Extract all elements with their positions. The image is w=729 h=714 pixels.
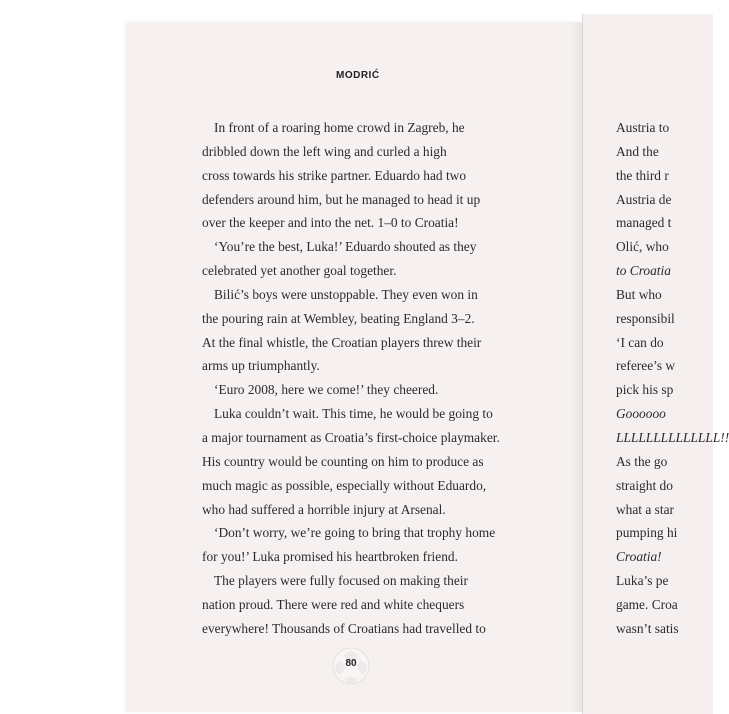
text-line: ‘Euro 2008, here we come!’ they cheered.	[214, 382, 439, 398]
text-line: ‘I can do	[616, 334, 664, 350]
text-line: arms up triumphantly.	[202, 358, 320, 374]
left-page-text	[202, 116, 514, 641]
text-line: to Croatia	[616, 263, 671, 279]
text-line: celebrated yet another goal together.	[202, 263, 397, 279]
text-line: the pouring rain at Wembley, beating England 3–2.	[202, 310, 475, 326]
right-page-text	[616, 116, 729, 641]
text-line: managed t	[616, 215, 672, 231]
page-number: 80	[345, 658, 357, 669]
text-line: wasn’t satis	[616, 620, 679, 636]
text-line: The players were fully focused on making their	[214, 573, 468, 589]
text-line: over the keeper and into the net. 1–0 to Croatia!	[202, 215, 459, 231]
text-line: Luka couldn’t wait. This time, he would be going to	[214, 406, 493, 422]
text-line: everywhere! Thousands of Croatians had travelled to	[202, 620, 486, 636]
text-line: Goooooo	[616, 406, 666, 422]
text-line: straight do	[616, 477, 673, 493]
text-line: pumping hi	[616, 525, 678, 541]
text-line: Olić, who	[616, 239, 669, 255]
text-line: In front of a roaring home crowd in Zagreb, he	[214, 120, 465, 135]
text-line: His country would be counting on him to produce as	[202, 453, 484, 469]
text-line: Austria de	[616, 191, 672, 207]
text-line: defenders around him, but he managed to head it up	[202, 191, 481, 207]
text-line: dribbled down the left wing and curled a high	[202, 143, 447, 159]
text-line: for you!’ Luka promised his heartbroken friend.	[202, 549, 458, 565]
text-line: cross towards his strike partner. Eduardo had two	[202, 167, 467, 183]
text-line: the third r	[616, 167, 669, 183]
text-line: Luka’s pe	[616, 573, 669, 589]
text-line: a major tournament as Croatia’s first-choice playmaker.	[202, 429, 500, 445]
text-line: game. Croa	[616, 596, 678, 612]
text-line: what a star	[616, 501, 675, 517]
text-line: responsibil	[616, 310, 675, 326]
text-line: pick his sp	[616, 382, 674, 398]
text-line: Bilić’s boys were unstoppable. They even won in	[214, 286, 478, 302]
text-line: Austria to	[616, 120, 670, 135]
text-line: who had suffered a horrible injury at Arsenal.	[202, 501, 446, 517]
text-line: At the final whistle, the Croatian players threw their	[202, 334, 482, 350]
text-line: much magic as possible, especially without Eduardo,	[202, 477, 487, 493]
text-line: ‘You’re the best, Luka!’ Eduardo shouted as they	[214, 239, 477, 255]
text-line: Croatia!	[616, 549, 662, 565]
text-line: But who	[616, 286, 662, 302]
text-line: ‘Don’t worry, we’re going to bring that trophy home	[214, 525, 496, 541]
text-line: And the	[616, 143, 659, 159]
page-number-badge	[331, 646, 371, 686]
text-line: nation proud. There were red and white chequers	[202, 596, 465, 612]
text-line: referee’s w	[616, 358, 676, 374]
text-line: LLLLLLLLLLLLLL!!	[616, 429, 729, 445]
text-line: As the go	[616, 453, 668, 469]
running-head: MODRIĆ	[336, 70, 380, 81]
